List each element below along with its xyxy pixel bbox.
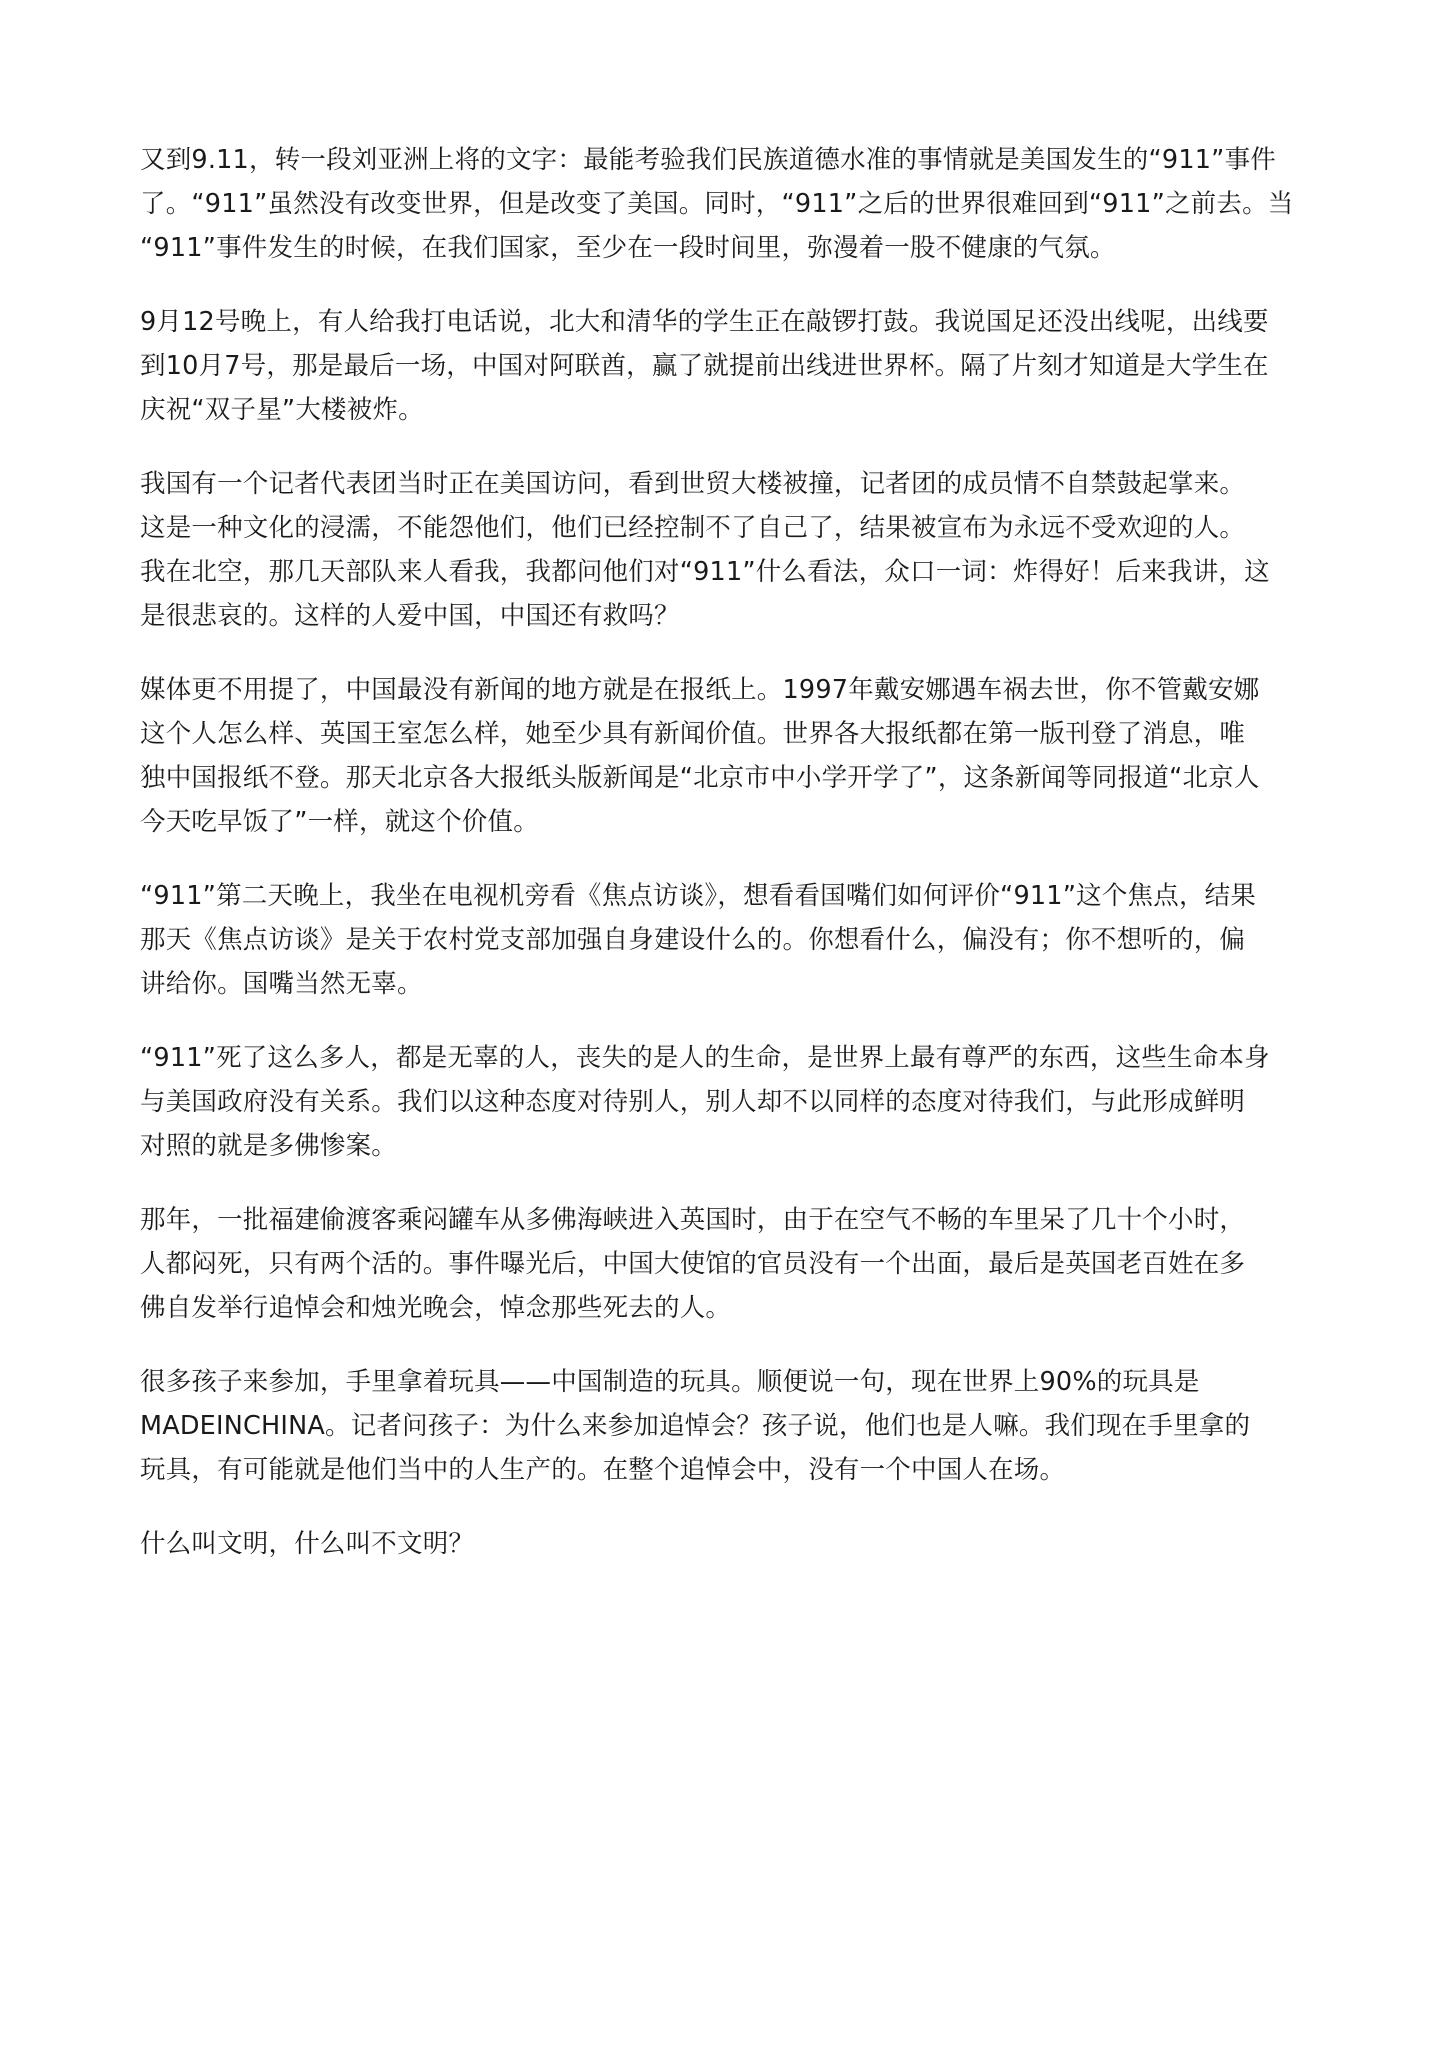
text-line: 很多孩子来参加，手里拿着玩具——中国制造的玩具。顺便说一句，现在世界上90%的玩具是 (140, 1367, 1200, 1397)
paragraph-7 (140, 1198, 1310, 1330)
text-line: 又到9.11，转一段刘亚洲上将的文字：最能考验我们民族道德水准的事情就是美国发生的“911”事件 (140, 145, 1276, 175)
text-line: 这个人怎么样、英国王室怎么样，她至少具有新闻价值。世界各大报纸都在第一版刊登了消息，唯 (140, 719, 1246, 749)
paragraph-6 (140, 1036, 1310, 1168)
text-line: 这是一种文化的浸濡，不能怨他们，他们已经控制不了自己了，结果被宣布为永远不受欢迎的人。 (140, 513, 1246, 543)
text-line: 了。“911”虽然没有改变世界，但是改变了美国。同时，“911”之后的世界很难回到“911”之前去。当 (140, 189, 1294, 219)
paragraph-3 (140, 462, 1310, 638)
text-line: 对照的就是多佛惨案。 (140, 1131, 398, 1161)
text-line: “911”死了这么多人，都是无辜的人，丧失的是人的生命，是世界上最有尊严的东西，这些生命本身 (140, 1043, 1270, 1073)
text-line: 玩具，有可能就是他们当中的人生产的。在整个追悼会中，没有一个中国人在场。 (140, 1455, 1066, 1485)
text-line: 与美国政府没有关系。我们以这种态度对待别人，别人却不以同样的态度对待我们，与此形成鲜明 (140, 1087, 1246, 1117)
text-line: 我国有一个记者代表团当时正在美国访问，看到世贸大楼被撞，记者团的成员情不自禁鼓起掌来。 (140, 469, 1246, 499)
paragraph-1 (140, 138, 1310, 270)
paragraph-9 (140, 1522, 1310, 1566)
text-line: 媒体更不用提了，中国最没有新闻的地方就是在报纸上。1997年戴安娜遇车祸去世，你不管戴安娜 (140, 675, 1260, 705)
text-line: 到10月7号，那是最后一场，中国对阿联酋，赢了就提前出线进世界杯。隔了片刻才知道是大学生在 (140, 351, 1269, 381)
text-line: 佛自发举行追悼会和烛光晚会，悼念那些死去的人。 (140, 1293, 732, 1323)
text-line: 那年，一批福建偷渡客乘闷罐车从多佛海峡进入英国时，由于在空气不畅的车里呆了几十个小时， (140, 1205, 1246, 1235)
text-line: 独中国报纸不登。那天北京各大报纸头版新闻是“北京市中小学开学了”，这条新闻等同报道“北京人 (140, 763, 1260, 793)
text-line: 我在北空，那几天部队来人看我，我都问他们对“911”什么看法，众口一词：炸得好！后来我讲，这 (140, 557, 1270, 587)
paragraph-2 (140, 300, 1310, 432)
text-line: 那天《焦点访谈》是关于农村党支部加强自身建设什么的。你想看什么，偏没有；你不想听的，偏 (140, 925, 1246, 955)
text-line: 讲给你。国嘴当然无辜。 (140, 969, 423, 999)
text-line: 是很悲哀的。这样的人爱中国，中国还有救吗？ (140, 601, 680, 631)
text-line: 9月12号晚上，有人给我打电话说，北大和清华的学生正在敲锣打鼓。我说国足还没出线呢，出线要 (140, 307, 1269, 337)
text-line: 什么叫文明，什么叫不文明？ (140, 1529, 475, 1559)
text-line: “911”第二天晚上，我坐在电视机旁看《焦点访谈》，想看看国嘴们如何评价“911”这个焦点，结果 (140, 881, 1257, 911)
text-line: 今天吃早饭了”一样，就这个价值。 (140, 807, 539, 837)
paragraph-5 (140, 874, 1310, 1006)
text-line: MADEINCHINA。记者问孩子：为什么来参加追悼会？孩子说，他们也是人嘛。我们现在手里拿的 (140, 1411, 1251, 1441)
paragraph-4 (140, 668, 1310, 844)
document-body (140, 138, 1310, 1596)
text-line: “911”事件发生的时候，在我们国家，至少在一段时间里，弥漫着一股不健康的气氛。 (140, 233, 1116, 263)
paragraph-8 (140, 1360, 1310, 1492)
text-line: 庆祝“双子星”大楼被炸。 (140, 395, 424, 425)
text-line: 人都闷死，只有两个活的。事件曝光后，中国大使馆的官员没有一个出面，最后是英国老百姓在多 (140, 1249, 1246, 1279)
